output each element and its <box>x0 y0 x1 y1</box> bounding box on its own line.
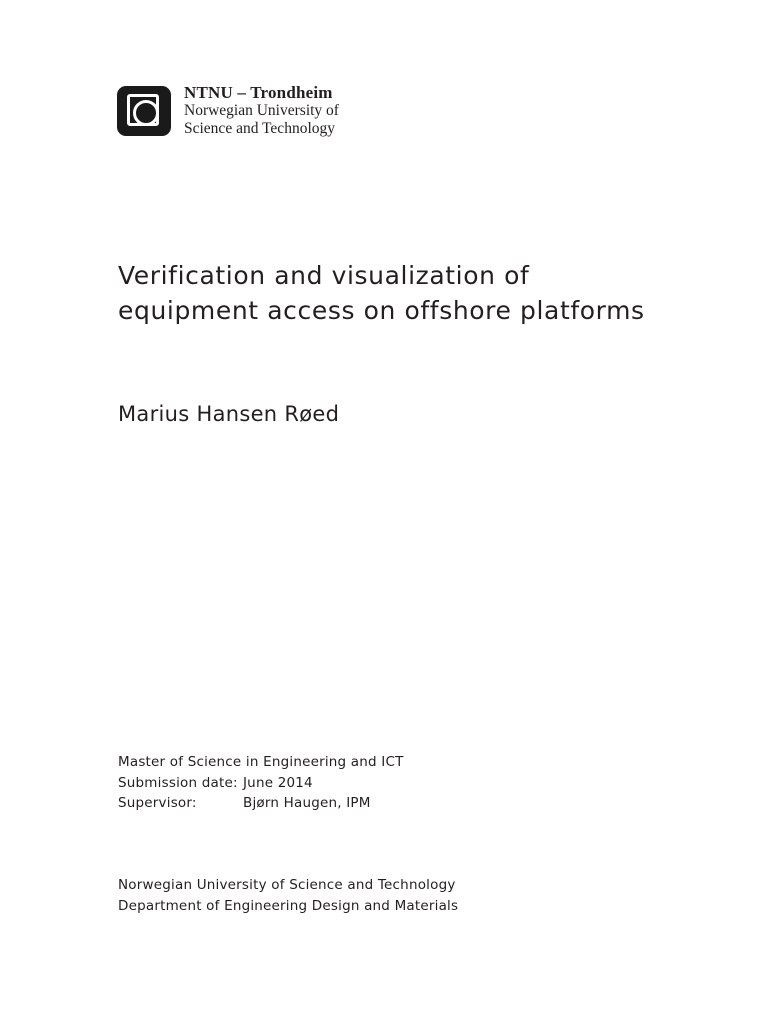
supervisor-row <box>118 793 404 814</box>
degree: Master of Science in Engineering and ICT <box>118 754 404 770</box>
thesis-title <box>118 258 645 328</box>
submission-value: June 2014 <box>243 774 313 791</box>
logo-line-2: Norwegian University of <box>184 102 339 119</box>
institution-footer <box>118 875 458 916</box>
submission-label: Submission date: <box>118 774 238 791</box>
university-name: Norwegian University of Science and Technology <box>118 877 456 893</box>
logo-line-1: NTNU – Trondheim <box>184 83 333 102</box>
author-name: Marius Hansen Røed <box>118 402 340 426</box>
degree-row <box>118 752 404 773</box>
department-name: Department of Engineering Design and Materials <box>118 897 459 914</box>
logo-text <box>184 84 339 138</box>
submission-row <box>118 773 404 794</box>
logo-line-3: Science and Technology <box>184 120 335 137</box>
title-line-2: equipment access on offshore platforms <box>118 296 645 325</box>
supervisor-label: Supervisor: <box>118 795 197 811</box>
ntnu-logo-icon <box>117 86 171 136</box>
title-line-1: Verification and visualization of <box>118 261 530 290</box>
supervisor-value: Bjørn Haugen, IPM <box>243 795 371 811</box>
ntnu-logo <box>117 83 339 138</box>
thesis-meta <box>118 752 404 814</box>
